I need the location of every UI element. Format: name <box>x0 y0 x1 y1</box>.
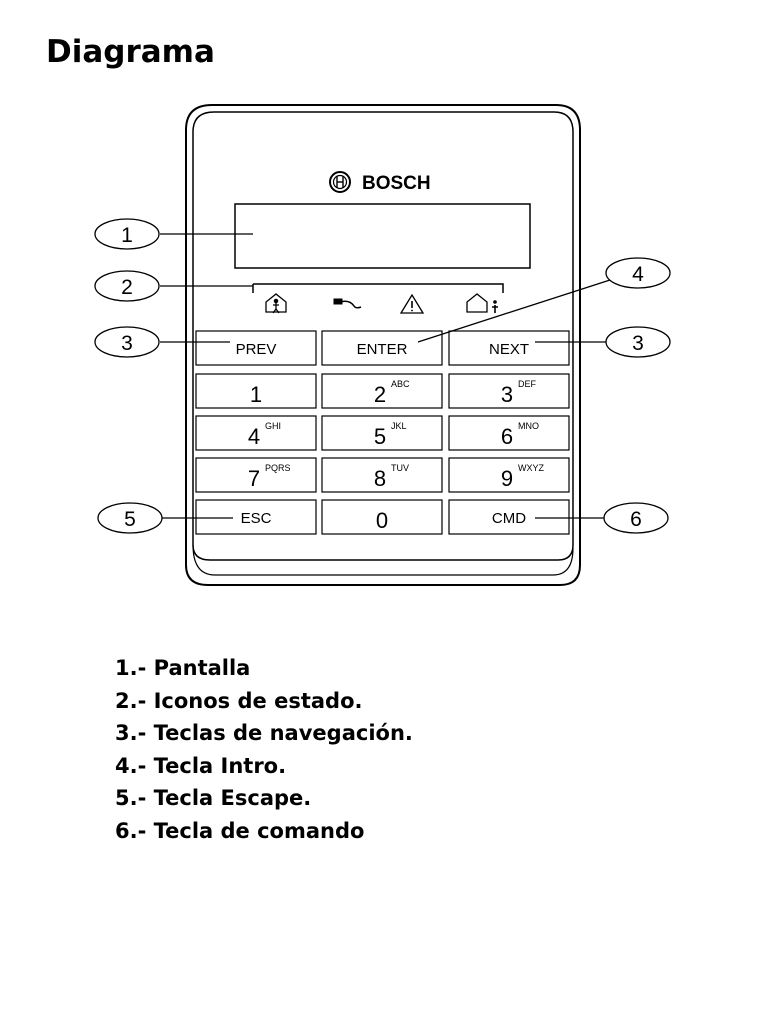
legend-item: 5.- Tecla Escape. <box>115 786 312 811</box>
callout-6-label: 6 <box>630 508 642 531</box>
key-0[interactable] <box>322 500 442 534</box>
display-screen <box>235 204 530 268</box>
status-bracket <box>253 284 503 293</box>
key-8[interactable] <box>322 458 442 492</box>
callout-3-right <box>606 327 670 357</box>
key-4[interactable] <box>196 416 316 450</box>
prev-key-label: PREV <box>235 341 277 358</box>
legend-item: 4.- Tecla Intro. <box>115 753 287 778</box>
keys-group <box>196 331 569 534</box>
enter-key[interactable] <box>322 331 442 365</box>
cmd-key[interactable] <box>449 500 569 534</box>
key-6[interactable] <box>449 416 569 450</box>
page-title: Diagrama <box>46 34 215 70</box>
enter-key-label: ENTER <box>356 341 408 358</box>
cmd-key-label: CMD <box>491 510 527 527</box>
key-3-letters: DEF <box>518 379 536 389</box>
armed-home-icon <box>266 294 286 313</box>
key-2[interactable] <box>322 374 442 408</box>
key-5-letters: JKL <box>391 421 407 431</box>
callout-3-left <box>95 327 159 357</box>
key-6-letters: MNO <box>518 421 539 431</box>
prev-key[interactable] <box>196 331 316 365</box>
esc-key[interactable] <box>196 500 316 534</box>
callout-6 <box>604 503 668 533</box>
legend-item: 6.- Tecla de comando <box>115 818 365 843</box>
next-key-label: NEXT <box>488 341 530 358</box>
callout-2 <box>95 271 159 301</box>
legend-item: 3.- Teclas de navegación. <box>115 721 413 746</box>
esc-key-label: ESC <box>240 510 272 527</box>
away-person-icon <box>467 294 498 313</box>
key-3[interactable] <box>449 374 569 408</box>
callout-1 <box>95 219 159 249</box>
callout-4 <box>606 258 670 288</box>
key-9-letters: WXYZ <box>518 463 544 473</box>
warning-icon <box>401 295 423 313</box>
callout-3-right-label: 3 <box>632 332 644 355</box>
brand-text: BOSCH <box>362 173 431 194</box>
key-8-letters: TUV <box>391 463 409 473</box>
next-key[interactable] <box>449 331 569 365</box>
key-2-letters: ABC <box>391 379 410 389</box>
key-7-label: 7 <box>247 466 261 491</box>
key-3-label: 3 <box>500 382 514 407</box>
callout-5 <box>98 503 162 533</box>
legend-item: 2.- Iconos de estado. <box>115 688 363 713</box>
callout-5-label: 5 <box>124 508 136 531</box>
legend-item: 1.- Pantalla <box>115 656 251 680</box>
legend-list <box>115 652 413 848</box>
key-5[interactable] <box>322 416 442 450</box>
key-0-label: 0 <box>375 508 389 533</box>
key-1[interactable] <box>196 374 316 408</box>
callout-4-label: 4 <box>632 263 644 286</box>
callout-2-label: 2 <box>121 276 133 299</box>
key-7[interactable] <box>196 458 316 492</box>
bosch-logo <box>330 172 431 194</box>
key-6-label: 6 <box>500 424 514 449</box>
key-5-label: 5 <box>373 424 387 449</box>
callout-3-left-label: 3 <box>121 332 133 355</box>
key-7-letters: PQRS <box>265 463 291 473</box>
key-9-label: 9 <box>500 466 514 491</box>
callout-1-label: 1 <box>121 224 133 247</box>
key-2-label: 2 <box>373 382 387 407</box>
key-9[interactable] <box>449 458 569 492</box>
key-4-label: 4 <box>247 424 261 449</box>
key-8-label: 8 <box>373 466 387 491</box>
power-icon <box>334 299 361 308</box>
key-4-letters: GHI <box>265 421 282 431</box>
key-1-label: 1 <box>249 382 263 407</box>
